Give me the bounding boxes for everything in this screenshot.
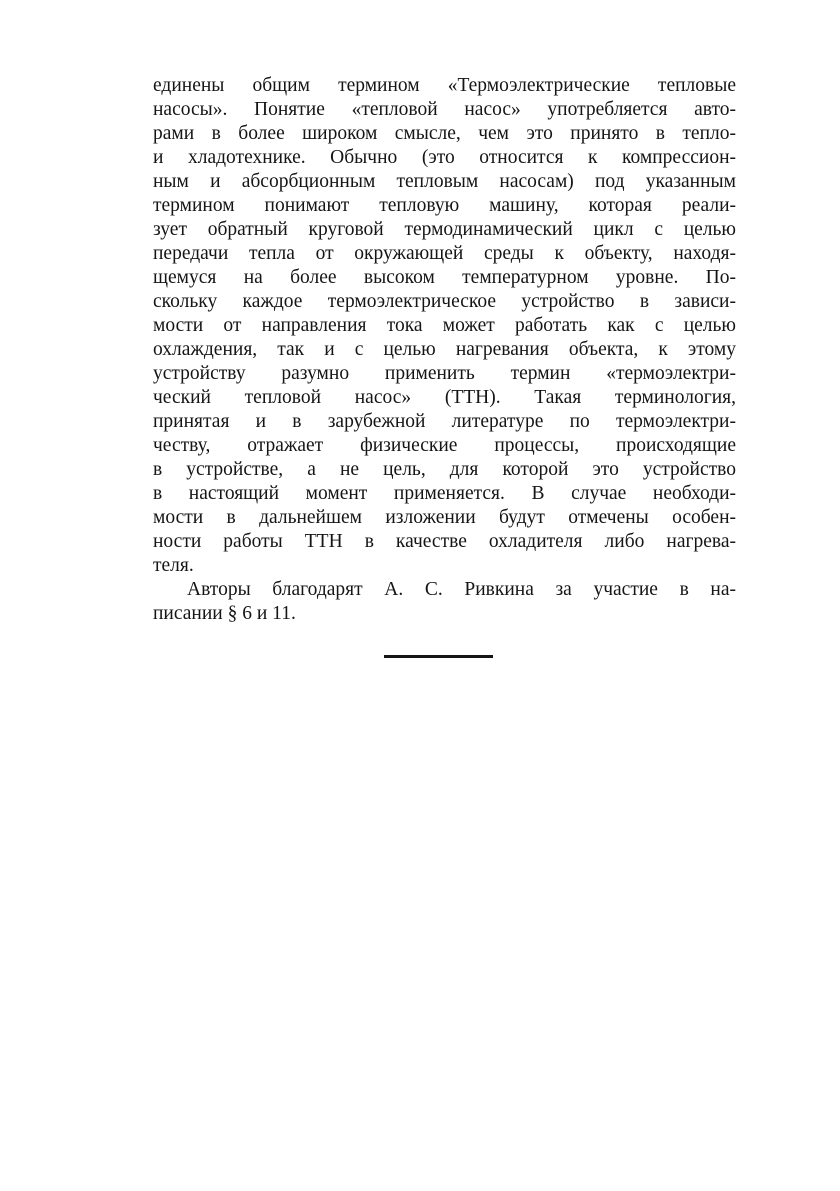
text-line: единены общим термином «Термоэлектрические тепловые: [153, 75, 736, 96]
text-line: в настоящий момент применяется. В случае необходи-: [153, 483, 736, 504]
text-line: и хладотехнике. Обычно (это относится к компрессион-: [153, 147, 736, 168]
text-line: щемуся на более высоком температурном уровне. По-: [153, 267, 736, 288]
text-line: ности работы ТТН в качестве охладителя либо нагрева-: [153, 531, 736, 552]
text-line: теля.: [153, 555, 194, 576]
text-line: зует обратный круговой термодинамический цикл с целью: [153, 219, 736, 240]
text-line: мости от направления тока может работать как с целью: [153, 315, 736, 336]
text-line: принятая и в зарубежной литературе по термоэлектри-: [153, 411, 736, 432]
text-line: термином понимают тепловую машину, которая реали-: [153, 195, 736, 216]
text-line: ным и абсорбционным тепловым насосам) под указанным: [153, 171, 736, 192]
text-line: насосы». Понятие «тепловой насос» употребляется авто-: [153, 99, 736, 120]
text-line: ческий тепловой насос» (ТТН). Такая терминология,: [153, 387, 736, 408]
text-line: честву, отражает физические процессы, происходящие: [153, 435, 736, 456]
paragraph-acknowledgement: [153, 578, 736, 626]
section-end-rule: [384, 655, 493, 658]
text-line: передачи тепла от окружающей среды к объекту, находя-: [153, 243, 736, 264]
text-line: скольку каждое термоэлектрическое устройство в зависи-: [153, 291, 736, 312]
paragraph-terminology: [153, 74, 736, 578]
text-line: рами в более широком смысле, чем это принято в тепло-: [153, 123, 736, 144]
text-line: мости в дальнейшем изложении будут отмечены особен-: [153, 507, 736, 528]
body-text: [153, 74, 736, 626]
text-line: писании § 6 и 11.: [153, 603, 296, 624]
text-line: устройству разумно применить термин «термоэлектри-: [153, 363, 736, 384]
text-line: в устройстве, а не цель, для которой это устройство: [153, 459, 736, 480]
text-line: охлаждения, так и с целью нагревания объекта, к этому: [153, 339, 736, 360]
text-line: Авторы благодарят А. С. Ривкина за участие в на-: [187, 579, 736, 600]
